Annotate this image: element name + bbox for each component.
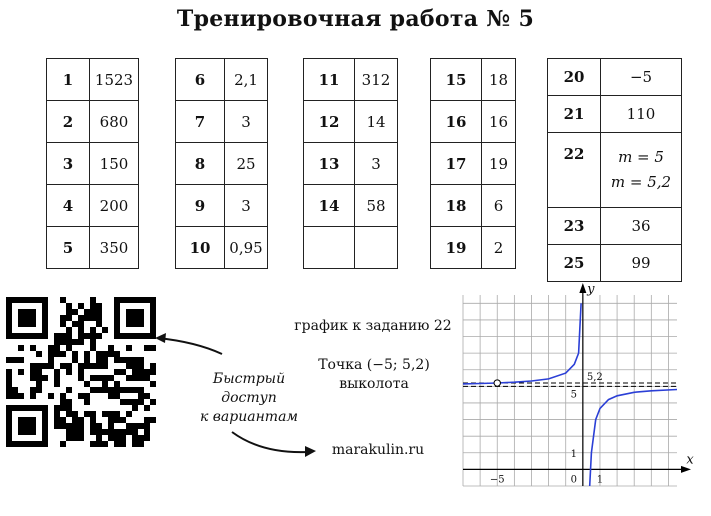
task-number: 10 (176, 227, 225, 269)
arrow-to-qr-head (155, 333, 166, 343)
task-answer: 680 (90, 101, 139, 143)
task-answer: 110 (601, 96, 682, 133)
y-tick-label: 1 (570, 448, 578, 460)
quick-access-note (195, 370, 303, 427)
task-number: 13 (304, 143, 355, 185)
task-answer: 312 (355, 59, 398, 101)
task-answer-line: m = 5 (618, 148, 664, 166)
y-tick-label: 5,2 (586, 372, 603, 384)
graph-caption: график к заданию 22 (294, 318, 452, 334)
arrow-to-qr (158, 338, 222, 354)
task-answer: 36 (601, 208, 682, 245)
y-tick-label: 5 (570, 389, 578, 401)
task-number: 7 (176, 101, 225, 143)
point-line-1: Точка (−5; 5,2) (318, 357, 430, 373)
task-answer: 150 (90, 143, 139, 185)
function-graph (455, 283, 695, 498)
task-answer: 2 (482, 227, 516, 269)
task-number: 11 (304, 59, 355, 101)
x-tick-label: 0 (570, 474, 578, 486)
task-answer: 19 (482, 143, 516, 185)
task-number: 6 (176, 59, 225, 101)
quick-line-2: доступ (221, 390, 277, 406)
task-number: 25 (548, 245, 601, 282)
point-line-2: выколота (339, 376, 409, 392)
x-tick-label: −5 (489, 474, 505, 486)
task-answer: 6 (482, 185, 516, 227)
task-number: 12 (304, 101, 355, 143)
task-answer: 18 (482, 59, 516, 101)
task-number: 23 (548, 208, 601, 245)
task-number: 17 (431, 143, 482, 185)
quick-line-3: к вариантам (199, 409, 299, 425)
task-answer: 58 (355, 185, 398, 227)
task-answer: −5 (601, 59, 682, 96)
y-axis-label: y (587, 283, 595, 297)
quick-line-1: Быстрый (212, 371, 286, 387)
task-number: 22 (548, 133, 601, 208)
task-answer: 1523 (90, 59, 139, 101)
task-number: 15 (431, 59, 482, 101)
task-answer: 16 (482, 101, 516, 143)
task-number: 1 (47, 59, 90, 101)
task-number: 3 (47, 143, 90, 185)
task-number: 18 (431, 185, 482, 227)
task-number: 8 (176, 143, 225, 185)
task-answer: 3 (225, 101, 268, 143)
task-number: 2 (47, 101, 90, 143)
task-number: 16 (431, 101, 482, 143)
x-tick-label: 1 (596, 474, 604, 486)
series-line-2 (590, 390, 677, 487)
task-answer: 3 (225, 185, 268, 227)
task-answer-line: m = 5,2 (610, 173, 672, 191)
arrow-to-site (232, 432, 308, 452)
page-title: Тренировочная работа № 5 (176, 6, 535, 32)
task-answer: 0,95 (225, 227, 268, 269)
task-answer: 99 (601, 245, 682, 282)
task-number: 9 (176, 185, 225, 227)
task-number: 4 (47, 185, 90, 227)
task-answer: 3 (355, 143, 398, 185)
series-line-1 (463, 303, 581, 384)
point-note (300, 356, 448, 394)
task-number: 20 (548, 59, 601, 96)
task-answer: 14 (355, 101, 398, 143)
task-answer: 2,1 (225, 59, 268, 101)
task-answer: 25 (225, 143, 268, 185)
task-number: 19 (431, 227, 482, 269)
task-answer: 200 (90, 185, 139, 227)
hollow-point (494, 380, 500, 386)
arrow-to-site-head (305, 446, 316, 457)
task-number: 5 (47, 227, 90, 269)
task-number: 21 (548, 96, 601, 133)
site-link[interactable]: marakulin.ru (331, 442, 425, 458)
task-answer: 350 (90, 227, 139, 269)
x-axis-label: x (686, 452, 694, 468)
task-number: 14 (304, 185, 355, 227)
y-axis-arrow (579, 283, 586, 293)
